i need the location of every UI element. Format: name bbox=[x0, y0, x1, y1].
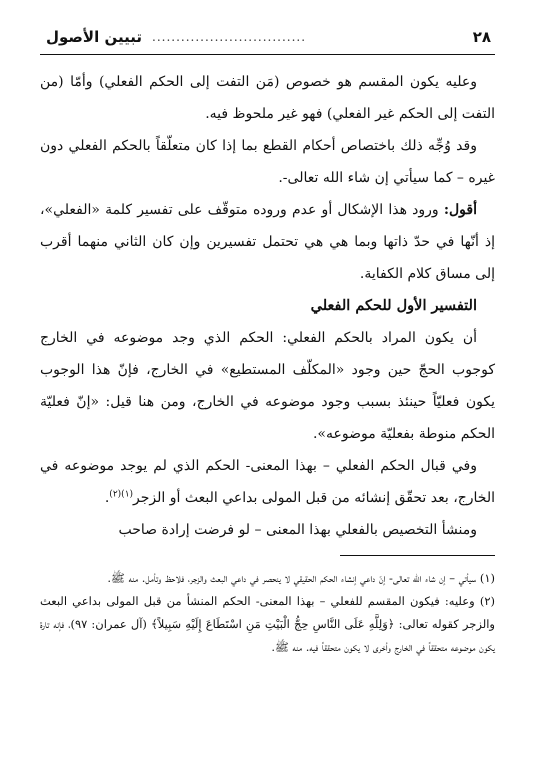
page-header bbox=[40, 28, 495, 55]
paragraph bbox=[40, 194, 495, 290]
paragraph-lead-word: أقول: bbox=[443, 202, 477, 218]
footnotes bbox=[40, 567, 495, 659]
paragraph: وعليه يكون المقسم هو خصوص (مَن التفت إلى الحكم الفعلي) وأمّا (من التفت إلى الحكم غير الفعلي) فهو غير ملحوظ فيه. bbox=[40, 74, 495, 122]
paragraph-text: . bbox=[104, 490, 110, 506]
paragraph: وقد وُجِّه ذلك باختصاص أحكام القطع بما إذا كان متعلّقاً بالحكم الفعلي دون غيره – كما سيأتي إن شاء الله تعالى-. bbox=[40, 138, 495, 186]
page-number: ٢٨ bbox=[472, 28, 491, 46]
main-text bbox=[40, 66, 495, 546]
footnote-separator bbox=[340, 555, 495, 556]
paragraph: ومنشأ التخصيص بالفعلي بهذا المعنى – لو فرضت إرادة صاحب bbox=[118, 522, 477, 538]
paragraph-text: وفي قبال الحكم الفعلي – بهذا المعنى- الحكم الذي لم يوجد موضوعه في الخارج، بعد تحقّق إنشائه من قبل المولى بداعي البعث أو الزجر bbox=[40, 458, 495, 506]
paragraph: أن يكون المراد بالحكم الفعلي: الحكم الذي وجد موضوعه في الخارج كوجوب الحجّ حين وجود «المكلّف المستطيع» في الخارج، فإنّ هذا الوجوب يكون فعليّاً حينئذ بسبب وجود موضوعه في الخارج، ومن هنا قيل: «إنّ فعليّة الحكم منوطة بفعليّة موضوعه». bbox=[40, 330, 495, 442]
running-title: تبيين الأصول bbox=[46, 28, 142, 46]
footnote: (٢) وعليه: فيكون المقسم للفعلي – بهذا المعنى- الحكم المنشأ من قبل المولى بداعي البعث والزجر كقوله تعالى: ﴿وَلِلَّهِ عَلَى النَّاسِ حِجُّ الْبَيْتِ مَنِ اسْتَطَاعَ إِلَيْهِ سَبِيلاً﴾ (آل عمران: ٩٧)، فإنه تارة يكون موضوعه متحققاً في الخارج وأخرى لا يكون متحققاً فيه. منه ﷺ. bbox=[40, 594, 495, 654]
section-heading: التفسير الأول للحكم الفعلي bbox=[310, 297, 477, 314]
footnote-reference: (١)(٢) bbox=[109, 489, 134, 500]
leader-dots: ................................ bbox=[152, 30, 307, 44]
paragraph bbox=[40, 450, 495, 514]
footnote: (١) سيأتي – إن شاء الله تعالى- إنّ داعي إنشاء الحكم الحقيقي لا ينحصر في داعي البعث والزجر، فلاحظ وتأمل. منه ﷺ. bbox=[107, 571, 495, 585]
paragraph-text: ورود هذا الإشكال أو عدم وروده متوقّف على تفسير كلمة «الفعلي»، إذ أنّها في حدّ ذاتها وبما هي هي تحتمل تفسيرين وإن كان الثاني منهما أقرب إلى مساق كلام الكفاية. bbox=[40, 202, 495, 282]
